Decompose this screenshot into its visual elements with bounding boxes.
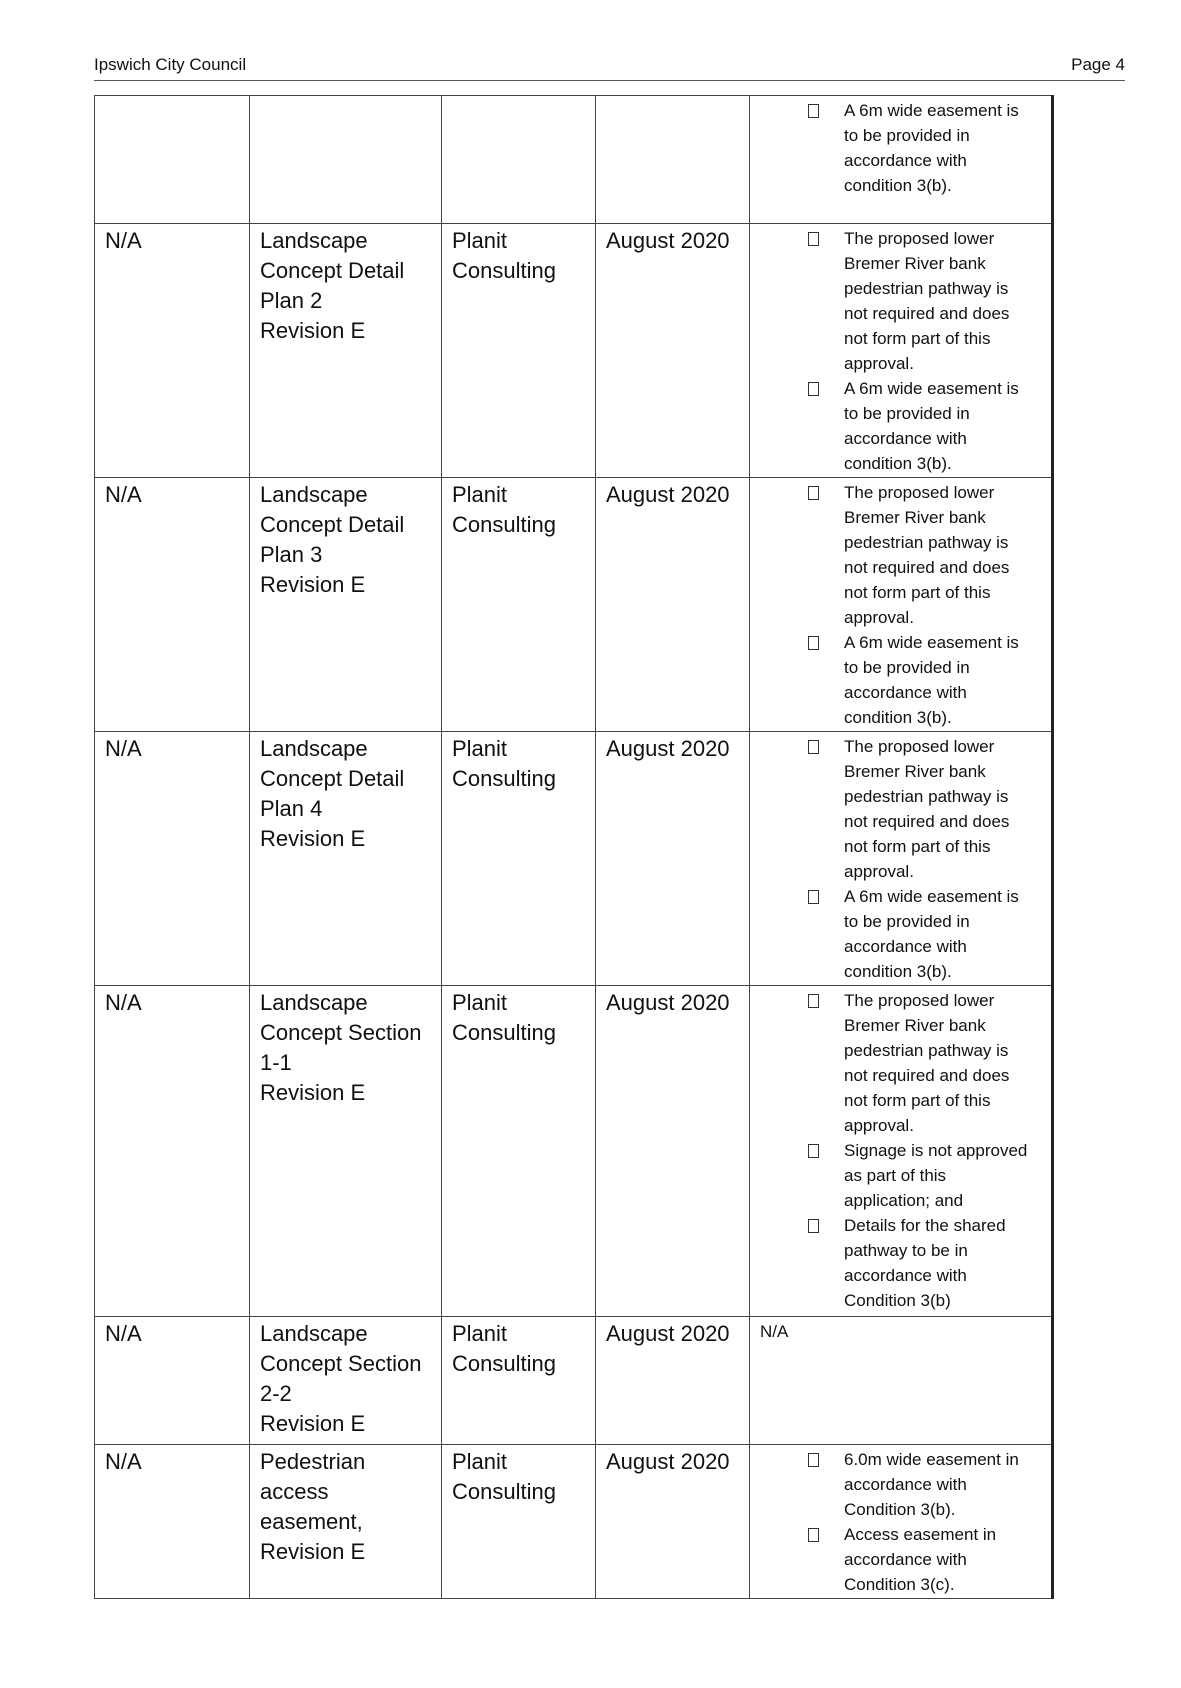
author-line: Planit <box>452 736 508 761</box>
note-line: approval. <box>844 1116 914 1135</box>
note-line: Condition 3(b). <box>844 1500 956 1519</box>
list-item <box>758 988 1045 1138</box>
author-line: Consulting <box>452 1020 556 1045</box>
date-cell <box>596 1317 750 1445</box>
note-line: accordance with <box>844 937 967 956</box>
note-line: not form part of this <box>844 1091 991 1110</box>
plan-title-line: Concept Detail <box>260 258 405 283</box>
note-line: to be provided in <box>844 658 970 677</box>
checkbox-bullet-icon <box>808 1144 819 1158</box>
checkbox-bullet-icon <box>808 740 819 754</box>
plan-title-line: Revision E <box>260 1080 366 1105</box>
date-text: August 2020 <box>606 1449 730 1474</box>
note-line: not form part of this <box>844 837 991 856</box>
note-line: approval. <box>844 608 914 627</box>
note-line: pedestrian pathway is <box>844 787 1009 806</box>
notes-cell <box>750 478 1053 732</box>
list-item <box>758 226 1045 376</box>
checkbox-bullet-icon <box>808 104 819 118</box>
plan-title-line: Landscape <box>260 1321 368 1346</box>
plan-title-cell <box>250 478 442 732</box>
ref-text: N/A <box>105 1321 142 1346</box>
table-row <box>95 1317 1053 1445</box>
ref-cell <box>95 478 250 732</box>
note-line: Bremer River bank <box>844 762 986 781</box>
note-line: The proposed lower <box>844 737 995 756</box>
author-line: Planit <box>452 228 508 253</box>
ref-text: N/A <box>105 990 142 1015</box>
note-line: approval. <box>844 354 914 373</box>
ref-cell <box>95 986 250 1317</box>
notes-list <box>758 988 1045 1313</box>
checkbox-bullet-icon <box>808 994 819 1008</box>
plan-title-line: 1-1 <box>260 1050 292 1075</box>
notes-text: N/A <box>760 1322 789 1341</box>
author-cell <box>442 96 596 224</box>
author-line: Consulting <box>452 1479 556 1504</box>
note-line: to be provided in <box>844 912 970 931</box>
list-item <box>758 480 1045 630</box>
author-cell <box>442 224 596 478</box>
plan-title-cell <box>250 96 442 224</box>
checkbox-bullet-icon <box>808 232 819 246</box>
note-line: not form part of this <box>844 329 991 348</box>
date-cell <box>596 96 750 224</box>
note-line: 6.0m wide easement in <box>844 1450 1019 1469</box>
ref-text: N/A <box>105 736 142 761</box>
author-cell <box>442 478 596 732</box>
note-line: Details for the shared <box>844 1216 1006 1235</box>
note-line: not required and does <box>844 812 1010 831</box>
checkbox-bullet-icon <box>808 486 819 500</box>
plan-title-line: Landscape <box>260 482 368 507</box>
plan-title-line: Plan 2 <box>260 288 323 313</box>
plan-title-line: Concept Detail <box>260 512 405 537</box>
note-line: Bremer River bank <box>844 254 986 273</box>
list-item <box>758 98 1045 198</box>
note-line: as part of this <box>844 1166 947 1185</box>
checkbox-bullet-icon <box>808 1453 819 1467</box>
plan-title-line: access <box>260 1479 329 1504</box>
plan-title-line: Plan 4 <box>260 796 323 821</box>
author-line: Consulting <box>452 1351 556 1376</box>
plan-title-line: Landscape <box>260 990 368 1015</box>
plan-title-line: Revision E <box>260 1539 366 1564</box>
date-cell <box>596 224 750 478</box>
note-line: not required and does <box>844 1066 1010 1085</box>
notes-list <box>758 480 1045 730</box>
note-line: not required and does <box>844 304 1010 323</box>
list-item <box>758 1522 1045 1597</box>
note-line: A 6m wide easement is <box>844 633 1019 652</box>
note-line: A 6m wide easement is <box>844 101 1019 120</box>
plan-title-line: easement, <box>260 1509 363 1534</box>
author-cell <box>442 732 596 986</box>
plan-title-cell <box>250 1317 442 1445</box>
list-item <box>758 376 1045 476</box>
table-row <box>95 1445 1053 1599</box>
table-row <box>95 986 1053 1317</box>
plan-title-cell <box>250 1445 442 1599</box>
ref-cell <box>95 96 250 224</box>
note-line: accordance with <box>844 429 967 448</box>
list-item <box>758 630 1045 730</box>
date-cell <box>596 1445 750 1599</box>
note-line: accordance with <box>844 683 967 702</box>
list-item <box>758 1447 1045 1522</box>
list-item <box>758 1213 1045 1313</box>
plan-title-line: Concept Section <box>260 1351 422 1376</box>
checkbox-bullet-icon <box>808 382 819 396</box>
note-line: to be provided in <box>844 126 970 145</box>
note-line: accordance with <box>844 1266 967 1285</box>
date-text: August 2020 <box>606 1321 730 1346</box>
ref-text: N/A <box>105 228 142 253</box>
list-item <box>758 1138 1045 1213</box>
page-number: Page 4 <box>1071 55 1125 74</box>
note-line: to be provided in <box>844 404 970 423</box>
plan-title-cell <box>250 986 442 1317</box>
checkbox-bullet-icon <box>808 1219 819 1233</box>
notes-cell <box>750 1317 1053 1445</box>
author-cell <box>442 986 596 1317</box>
notes-list <box>758 1447 1045 1597</box>
council-name: Ipswich City Council <box>94 55 247 74</box>
list-item <box>758 884 1045 984</box>
date-cell <box>596 732 750 986</box>
table-row <box>95 224 1053 478</box>
ref-text: N/A <box>105 482 142 507</box>
author-cell <box>442 1317 596 1445</box>
ref-cell <box>95 224 250 478</box>
ref-cell <box>95 1317 250 1445</box>
checkbox-bullet-icon <box>808 636 819 650</box>
approved-plans-table <box>94 95 1054 1599</box>
note-line: pathway to be in <box>844 1241 968 1260</box>
checkbox-bullet-icon <box>808 890 819 904</box>
plan-title-cell <box>250 732 442 986</box>
author-cell <box>442 1445 596 1599</box>
plan-title-line: Revision E <box>260 1411 366 1436</box>
note-line: not required and does <box>844 558 1010 577</box>
note-line: condition 3(b). <box>844 708 952 727</box>
plan-title-line: Plan 3 <box>260 542 323 567</box>
table-row <box>95 732 1053 986</box>
author-line: Planit <box>452 1321 508 1346</box>
table-row <box>95 478 1053 732</box>
notes-list <box>758 98 1045 198</box>
note-line: accordance with <box>844 1550 967 1569</box>
date-text: August 2020 <box>606 228 730 253</box>
note-line: condition 3(b). <box>844 454 952 473</box>
plan-title-line: 2-2 <box>260 1381 292 1406</box>
notes-cell <box>750 732 1053 986</box>
note-line: The proposed lower <box>844 991 995 1010</box>
author-line: Planit <box>452 990 508 1015</box>
plan-title-line: Concept Section <box>260 1020 422 1045</box>
plan-title-line: Landscape <box>260 228 368 253</box>
notes-cell <box>750 224 1053 478</box>
note-line: Signage is not approved <box>844 1141 1028 1160</box>
plan-title-line: Revision E <box>260 572 366 597</box>
ref-text: N/A <box>105 1449 142 1474</box>
page-header <box>94 52 1125 81</box>
author-line: Planit <box>452 1449 508 1474</box>
table-row <box>95 96 1053 224</box>
note-line: condition 3(b). <box>844 962 952 981</box>
notes-cell <box>750 986 1053 1317</box>
note-line: approval. <box>844 862 914 881</box>
plan-title-line: Landscape <box>260 736 368 761</box>
author-line: Consulting <box>452 258 556 283</box>
date-text: August 2020 <box>606 482 730 507</box>
note-line: Access easement in <box>844 1525 997 1544</box>
plan-title-line: Revision E <box>260 826 366 851</box>
ref-cell <box>95 732 250 986</box>
note-line: pedestrian pathway is <box>844 1041 1009 1060</box>
date-cell <box>596 986 750 1317</box>
date-text: August 2020 <box>606 736 730 761</box>
author-line: Planit <box>452 482 508 507</box>
note-line: condition 3(b). <box>844 176 952 195</box>
notes-list <box>758 734 1045 984</box>
list-item <box>758 734 1045 884</box>
note-line: pedestrian pathway is <box>844 533 1009 552</box>
notes-cell <box>750 1445 1053 1599</box>
author-line: Consulting <box>452 766 556 791</box>
note-line: accordance with <box>844 1475 967 1494</box>
plan-title-line: Revision E <box>260 318 366 343</box>
note-line: Bremer River bank <box>844 508 986 527</box>
note-line: A 6m wide easement is <box>844 379 1019 398</box>
note-line: accordance with <box>844 151 967 170</box>
plan-title-line: Concept Detail <box>260 766 405 791</box>
plan-title-cell <box>250 224 442 478</box>
note-line: Condition 3(b) <box>844 1291 951 1310</box>
note-line: Condition 3(c). <box>844 1575 955 1594</box>
plan-title-line: Pedestrian <box>260 1449 366 1474</box>
notes-list <box>758 226 1045 476</box>
note-line: application; and <box>844 1191 964 1210</box>
author-line: Consulting <box>452 512 556 537</box>
ref-cell <box>95 1445 250 1599</box>
note-line: The proposed lower <box>844 229 995 248</box>
note-line: Bremer River bank <box>844 1016 986 1035</box>
note-line: A 6m wide easement is <box>844 887 1019 906</box>
note-line: The proposed lower <box>844 483 995 502</box>
notes-cell <box>750 96 1053 224</box>
date-text: August 2020 <box>606 990 730 1015</box>
date-cell <box>596 478 750 732</box>
checkbox-bullet-icon <box>808 1528 819 1542</box>
note-line: not form part of this <box>844 583 991 602</box>
note-line: pedestrian pathway is <box>844 279 1009 298</box>
